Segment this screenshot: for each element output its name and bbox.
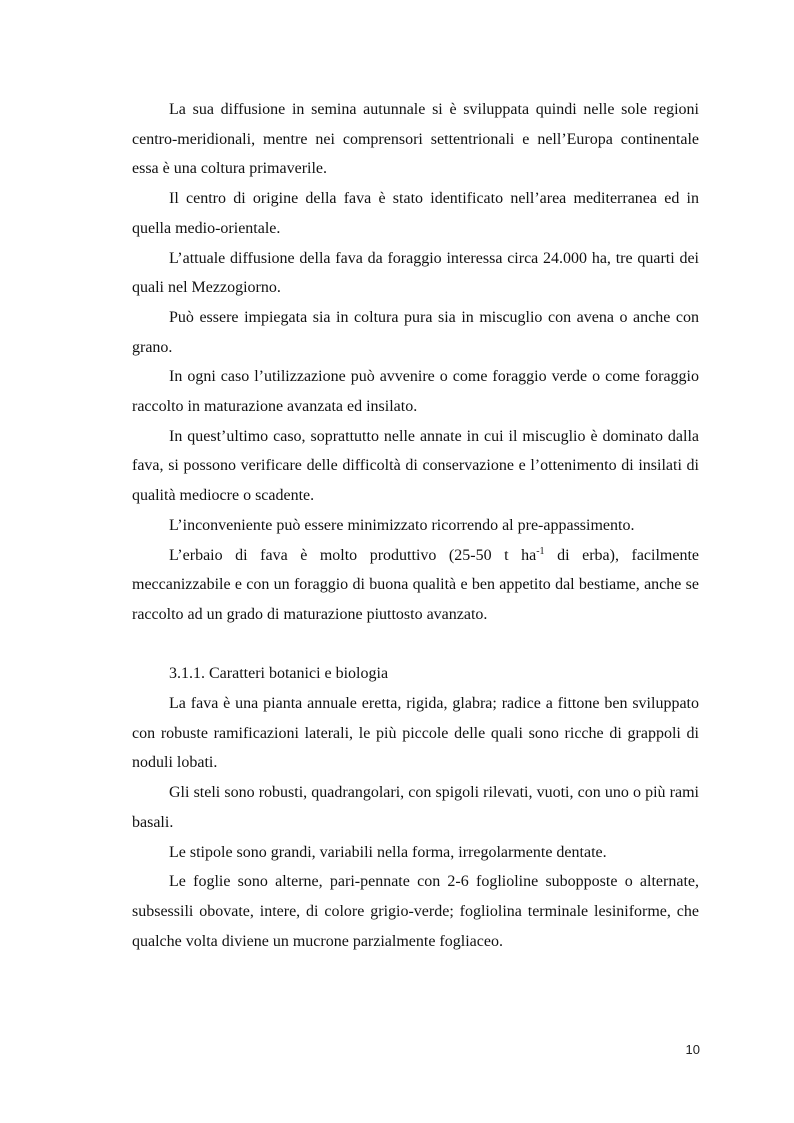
paragraph: In quest’ultimo caso, soprattutto nelle annate in cui il miscuglio è dominato dalla fava, si possono verificare delle difficoltà di conservazione e l’ottenimento di insilati di qualità mediocre o scadente.	[132, 427, 699, 505]
paragraph: L’inconveniente può essere minimizzato ricorrendo al pre-appassimento.	[169, 516, 635, 534]
paragraph-text-before: L’erbaio di fava è molto produttivo (25-50 t ha	[169, 546, 537, 564]
paragraph: In ogni caso l’utilizzazione può avvenire o come foraggio verde o come foraggio raccolto in maturazione avanzata ed insilato.	[132, 368, 699, 416]
paragraph: L’attuale diffusione della fava da foraggio interessa circa 24.000 ha, tre quarti dei quali nel Mezzogiorno.	[132, 249, 699, 297]
section-heading: 3.1.1. Caratteri botanici e biologia	[169, 665, 389, 683]
paragraph: Le foglie sono alterne, pari-pennate con 2-6 foglioline subopposte o alternate, subsessili obovate, intere, di colore grigio-verde; fogliolina terminale lesiniforme, che qualche volta diviene un mucrone parzialmente fogliaceo.	[132, 873, 699, 950]
paragraph: La sua diffusione in semina autunnale si è sviluppata quindi nelle sole regioni centro-meridionali, mentre nei comprensori settentrionali e nell’Europa continentale essa è una coltura primaverile.	[132, 101, 699, 178]
superscript-exponent: -1	[536, 545, 545, 557]
paragraph: Può essere impiegata sia in coltura pura sia in miscuglio con avena o anche con grano.	[132, 308, 699, 356]
paragraph-text-after: di erba), facilmente meccanizzabile e con un foraggio di buona qualità e ben appetito dal bestiame, anche se raccolto ad un grado di maturazione piuttosto avanzato.	[132, 546, 700, 623]
page-number: 10	[685, 1042, 700, 1057]
paragraph: Le stipole sono grandi, variabili nella forma, irregolarmente dentate.	[169, 843, 607, 861]
section-spacer	[132, 630, 699, 660]
paragraph-with-superscript	[132, 541, 699, 630]
paragraph: La fava è una pianta annuale eretta, rigida, glabra; radice a fittone ben sviluppato con robuste ramificazioni laterali, le più piccole delle quali sono ricche di grappoli di noduli lobati.	[132, 695, 699, 772]
paragraph: Il centro di origine della fava è stato identificato nell’area mediterranea ed in quella medio-orientale.	[132, 190, 699, 237]
paragraph: Gli steli sono robusti, quadrangolari, con spigoli rilevati, vuoti, con uno o più rami basali.	[132, 784, 699, 831]
document-body	[132, 95, 699, 956]
